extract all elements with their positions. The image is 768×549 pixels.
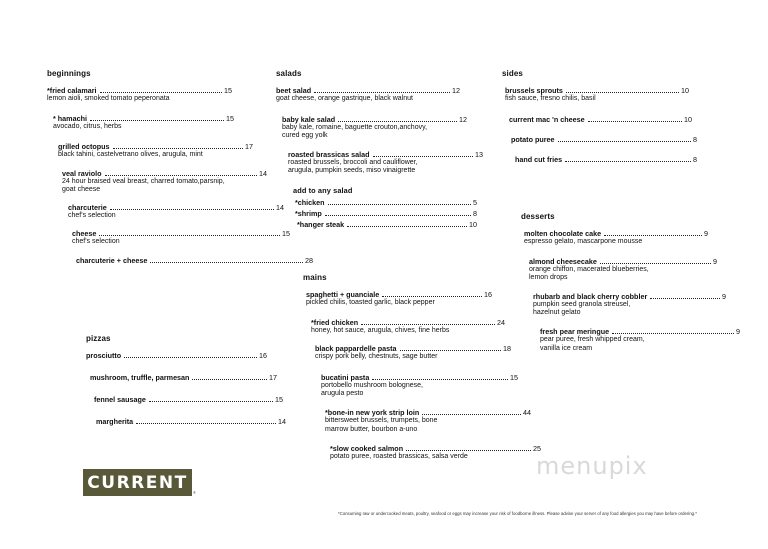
item-price: 14 <box>259 168 267 178</box>
item-name: brussels sprouts <box>505 86 563 95</box>
item-description: pear puree, fresh whipped cream, <box>540 335 645 343</box>
item-description: crispy pork belly, chestnuts, sage butter <box>315 353 438 361</box>
pizzas-menu-item <box>86 351 267 360</box>
item-name: charcuterie <box>68 202 107 212</box>
addon-list <box>293 198 484 229</box>
item-price: 9 <box>704 229 708 238</box>
dot-leader <box>100 92 222 93</box>
item-price: 15 <box>224 86 232 95</box>
sides-list <box>502 86 697 164</box>
salads-menu-item <box>276 86 460 104</box>
item-price: 12 <box>459 114 467 124</box>
item-description: chef's selection <box>72 237 120 245</box>
dot-leader <box>338 121 457 122</box>
item-description: baby kale, romaine, baguette crouton,anchovy, <box>282 123 428 131</box>
item-price: 28 <box>305 256 313 266</box>
desserts-list <box>521 229 740 353</box>
item-name-row <box>86 351 267 360</box>
mains-list <box>303 290 541 462</box>
beginnings-menu-item <box>76 256 313 265</box>
dot-leader <box>566 92 679 93</box>
addon-heading: add to any salad <box>293 185 353 195</box>
item-name-row <box>72 229 290 238</box>
item-description: 24 hour braised veal breast, charred tomato,parsnip, <box>62 177 225 185</box>
desserts-section <box>521 212 740 353</box>
item-price: 24 <box>497 317 505 327</box>
item-name-row <box>68 203 284 212</box>
item-name-row <box>96 417 286 426</box>
item-price: 14 <box>276 202 284 212</box>
item-description: lemon aioli, smoked tomato peperonata <box>47 95 170 102</box>
beginnings-menu-item <box>53 114 234 132</box>
item-description: goat cheese, orange gastrique, black walnut <box>276 95 413 102</box>
dot-leader <box>558 141 691 142</box>
mains-menu-item <box>321 373 518 399</box>
item-name-row <box>524 229 708 238</box>
pizzas-menu-item <box>90 373 277 382</box>
item-description: vanilla ice cream <box>540 344 593 352</box>
item-name-row <box>288 150 483 159</box>
beginnings-menu-item <box>58 142 253 160</box>
item-name: spaghetti + guanciale <box>306 290 380 299</box>
dot-leader <box>372 379 508 380</box>
item-description: pumpkin seed granola streusel, <box>533 300 631 308</box>
item-description: arugula pesto <box>321 390 364 398</box>
item-description: arugula, pumpkin seeds, miso vinaigrette <box>288 167 416 175</box>
item-price: 9 <box>713 256 717 266</box>
item-name: mushroom, truffle, parmesan <box>90 373 190 382</box>
item-name: grilled octopus <box>58 142 110 152</box>
item-name: fresh pear meringue <box>540 326 610 336</box>
beginnings-menu-item <box>47 86 232 104</box>
mains-menu-item <box>306 290 492 308</box>
item-name: *fried calamari <box>47 86 97 95</box>
salads-list <box>276 86 484 176</box>
item-name-row <box>62 169 267 178</box>
dot-leader <box>347 226 467 227</box>
salads-menu-item <box>282 115 467 141</box>
pizzas-menu-item <box>94 395 283 404</box>
item-name-row <box>315 344 511 353</box>
item-name: current mac 'n cheese <box>509 114 585 124</box>
item-price: 15 <box>510 372 518 382</box>
dot-leader <box>314 92 450 93</box>
sides-menu-item <box>515 155 697 164</box>
item-description: portobello mushroom bolognese, <box>321 381 423 389</box>
mains-menu-item <box>311 318 505 336</box>
item-name-row <box>76 256 313 265</box>
item-price: 8 <box>693 134 697 144</box>
section-heading-beginnings: beginnings <box>47 69 91 78</box>
item-name-row <box>515 155 697 164</box>
item-name: bucatini pasta <box>321 372 370 382</box>
item-price: 13 <box>475 149 483 159</box>
dot-leader <box>406 450 531 451</box>
item-price: 9 <box>736 326 740 336</box>
mains-menu-item <box>315 344 511 362</box>
sides-section <box>502 69 697 175</box>
item-name: prosciutto <box>86 351 122 360</box>
pizzas-list <box>86 351 286 426</box>
item-name: *fried chicken <box>311 317 359 327</box>
item-price: 15 <box>226 113 234 123</box>
salads-menu-item <box>288 150 483 176</box>
item-name-row <box>529 257 717 266</box>
item-description: cured egg yolk <box>282 132 328 140</box>
dot-leader <box>422 414 521 415</box>
item-name: *bone-in new york strip loin <box>325 407 420 417</box>
item-name-row <box>325 408 531 417</box>
dot-leader <box>361 324 495 325</box>
pizzas-menu-item <box>96 417 286 426</box>
dot-leader <box>650 298 720 299</box>
dot-leader <box>99 235 280 236</box>
item-name: hand cut fries <box>515 154 563 164</box>
item-description: goat cheese <box>62 186 101 194</box>
item-description: hazelnut gelato <box>533 309 581 317</box>
item-price: 10 <box>681 86 689 95</box>
desserts-menu-item <box>524 229 708 247</box>
logo-registered-mark: ® <box>193 490 196 495</box>
dot-leader <box>124 357 257 358</box>
section-heading-mains: mains <box>303 273 327 282</box>
beginnings-section <box>47 69 313 275</box>
item-name-row <box>306 290 492 299</box>
dot-leader <box>328 204 471 205</box>
item-name-row <box>276 86 460 95</box>
dot-leader <box>600 263 711 264</box>
item-name: *chicken <box>295 197 325 207</box>
sides-menu-item <box>509 115 692 124</box>
desserts-menu-item <box>529 257 717 283</box>
item-name: *hanger steak <box>297 219 345 229</box>
desserts-menu-item <box>540 327 740 353</box>
dot-leader <box>192 379 267 380</box>
salad-addon-menu-item <box>297 220 477 229</box>
salads-section <box>276 69 484 231</box>
allergy-disclaimer: *Consuming raw or undercooked meats, poultry, seafood or eggs may increase your risk of foodborne illness. Please advise your server of any food allergies you may have before ordering.* <box>338 511 697 516</box>
item-name-row <box>58 142 253 151</box>
item-name-row <box>533 292 726 301</box>
item-name-row <box>90 373 277 382</box>
item-name-row <box>94 395 283 404</box>
item-name: baby kale salad <box>282 114 336 124</box>
item-description: potato puree, roasted brassicas, salsa verde <box>330 453 468 461</box>
item-price: 8 <box>693 154 697 164</box>
dot-leader <box>149 401 273 402</box>
item-name: fennel sausage <box>94 395 146 404</box>
item-description: roasted brussels, broccoli and cauliflower, <box>288 158 418 166</box>
item-name: molten chocolate cake <box>524 229 602 238</box>
item-name: black pappardelle pasta <box>315 344 397 354</box>
item-price: 8 <box>473 208 477 218</box>
sides-menu-item <box>511 135 697 144</box>
dot-leader <box>113 148 243 149</box>
item-price: 15 <box>275 395 283 404</box>
item-name-row <box>282 115 467 124</box>
dot-leader <box>382 296 482 297</box>
item-name-row <box>540 327 740 336</box>
salad-addon-menu-item <box>295 198 477 207</box>
menupix-watermark: menupix <box>536 452 648 480</box>
item-description: espresso gelato, mascarpone mousse <box>524 238 643 245</box>
item-price: 10 <box>684 114 692 124</box>
dot-leader <box>400 350 502 351</box>
item-description: black tahini, castelvetrano olives, arugula, mint <box>58 151 203 159</box>
item-name: * hamachi <box>53 113 87 123</box>
dot-leader <box>373 156 473 157</box>
dot-leader <box>612 333 734 334</box>
sides-menu-item <box>505 86 689 104</box>
item-description: pickled chilis, toasted garlic, black pepper <box>306 299 435 306</box>
dot-leader <box>136 423 276 424</box>
mains-section <box>303 273 541 462</box>
item-price: 12 <box>452 86 460 95</box>
item-name-row <box>297 220 477 229</box>
item-name: almond cheesecake <box>529 256 597 266</box>
item-name-row <box>511 135 697 144</box>
item-description: chef's selection <box>68 211 116 219</box>
section-heading-salads: salads <box>276 69 302 78</box>
restaurant-logo: CURRENT <box>83 469 192 496</box>
beginnings-menu-item <box>68 203 284 221</box>
item-price: 17 <box>269 373 277 382</box>
item-price: 9 <box>722 291 726 301</box>
item-price: 10 <box>469 219 477 229</box>
section-heading-pizzas: pizzas <box>86 334 111 343</box>
item-name: roasted brassicas salad <box>288 149 370 159</box>
dot-leader <box>90 120 224 121</box>
item-name-row <box>47 86 232 95</box>
item-description: honey, hot sauce, arugula, chives, fine herbs <box>311 326 450 334</box>
item-name-row <box>295 209 477 218</box>
dot-leader <box>325 215 471 216</box>
mains-menu-item <box>325 408 531 434</box>
item-name-row <box>509 115 692 124</box>
item-description: orange chiffon, macerated blueberries, <box>529 265 649 273</box>
item-name: charcuterie + cheese <box>76 256 148 266</box>
item-name: *shrimp <box>295 208 322 218</box>
item-name-row <box>505 86 689 95</box>
salad-addon-menu-item <box>295 209 477 218</box>
item-description: bittersweet brussels, trumpets, bone <box>325 416 438 424</box>
dot-leader <box>150 262 303 263</box>
item-name-row <box>53 114 234 123</box>
item-price: 18 <box>503 344 511 354</box>
beginnings-menu-item <box>62 169 267 195</box>
beginnings-list <box>47 86 313 265</box>
beginnings-menu-item <box>72 229 290 247</box>
item-price: 5 <box>473 197 477 207</box>
dot-leader <box>110 209 274 210</box>
item-price: 15 <box>282 228 290 238</box>
section-heading-sides: sides <box>502 69 523 78</box>
item-name: rhubarb and black cherry cobbler <box>533 291 648 301</box>
item-name: beet salad <box>276 86 312 95</box>
item-description: fish sauce, fresno chilis, basil <box>505 95 596 102</box>
item-price: 17 <box>245 142 253 152</box>
item-name: potato puree <box>511 134 555 144</box>
dot-leader <box>588 121 682 122</box>
item-price: 14 <box>278 417 286 426</box>
item-price: 25 <box>533 444 541 454</box>
item-name: *slow cooked salmon <box>330 444 404 454</box>
item-price: 44 <box>523 407 531 417</box>
item-description: marrow butter, bourbon a-uno <box>325 425 418 433</box>
item-name-row <box>311 318 505 327</box>
item-description: lemon drops <box>529 274 568 282</box>
item-name-row <box>295 198 477 207</box>
item-description: avocado, citrus, herbs <box>53 122 122 130</box>
dot-leader <box>565 161 691 162</box>
salad-addons <box>293 186 484 229</box>
item-price: 16 <box>259 351 267 360</box>
item-name-row <box>321 373 518 382</box>
dot-leader <box>604 235 702 236</box>
item-name: margherita <box>96 417 134 426</box>
pizzas-section <box>86 334 286 426</box>
mains-menu-item <box>330 444 541 462</box>
item-name: veal raviolo <box>62 168 102 178</box>
item-name: cheese <box>72 228 97 238</box>
item-price: 16 <box>484 290 492 299</box>
desserts-menu-item <box>533 292 726 318</box>
section-heading-desserts: desserts <box>521 212 555 221</box>
item-name-row <box>330 444 541 453</box>
dot-leader <box>105 175 257 176</box>
